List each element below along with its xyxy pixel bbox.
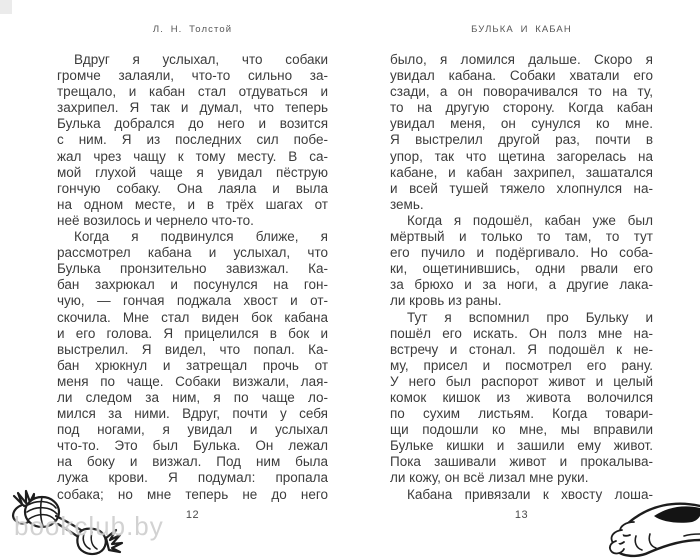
text-line: Пока зашивали живот и прокалыва- (390, 454, 653, 470)
text-line: земь. (390, 196, 424, 212)
text-line: Вдруг я услыхал, что собаки (74, 52, 328, 67)
running-header-title: БУЛЬКА И КАБАН (471, 24, 572, 35)
page-left-text (57, 52, 328, 503)
text-line: жал чрез чащу к тому месту. В са- (57, 148, 328, 164)
text-line: Бульке кишки и зашили ему живот. (390, 438, 653, 454)
text-line: бан хрюкнул и затрещал прочь от (57, 357, 328, 373)
text-line: комок кишок из живота волочился (390, 389, 653, 405)
text-line: увидал кабана. Собаки хватали его (390, 68, 653, 84)
text-line: кабане, и кабан захрипел, зашатался (390, 164, 653, 180)
text-line: меня по чаще. Собаки визжали, лая- (57, 373, 328, 389)
text-line: мился за ними. Вдруг, почти у себя (57, 406, 328, 422)
text-line: с ним. Я из последних сил побе- (57, 132, 328, 148)
text-line: ки, ощетинившись, одни рвали его (390, 261, 653, 277)
text-line: Тут я вспомнил про Бульку и (407, 309, 653, 325)
text-line: упор, так что щетина загорелась на (390, 148, 653, 164)
text-line: под ногами, я увидал и услыхал (57, 422, 328, 438)
text-line: чую, — гончая поджала хвост и от- (57, 293, 328, 309)
text-line: увидал меня, он сунулся ко мне. (390, 116, 653, 132)
text-line: что-то. Это был Булька. Он лежал (57, 438, 328, 454)
text-line: неё возилось и чернело что-то. (57, 212, 254, 228)
text-line: гончую собаку. Она лаяла и выла (57, 180, 328, 196)
text-line: Когда я подвинулся ближе, я (74, 229, 328, 245)
text-line: Булька пронзительно завизжал. Ка- (57, 261, 328, 277)
text-line: ли кровь из раны. (390, 293, 502, 309)
scan-corner-artifact (0, 0, 12, 14)
text-line: У него был распорот живот и целый (390, 373, 653, 389)
page-number-left: 12 (185, 508, 200, 521)
dog-paw-sketch-illustration (550, 496, 700, 560)
text-line: Булька добрался до него и возится (57, 116, 328, 132)
text-line: было, я ломился дальше. Скоро я (390, 52, 653, 67)
text-line: мёртвый и только то там, то тут (390, 229, 653, 245)
text-line: трещало, и кабан стал отдуваться и (57, 84, 328, 100)
text-line: бан захрюкал и посунулся на гон- (57, 277, 328, 293)
text-line: собака; но мне теперь не до него (57, 486, 328, 502)
text-line: встречу и стонал. Я подошёл к не- (390, 341, 653, 357)
text-line: и его голова. Я прицелился в бок и (57, 325, 328, 341)
text-line: ли следом за ним, я по чаще ло- (57, 389, 328, 405)
text-line: выстрелил. Я видел, что попал. Ка- (57, 341, 328, 357)
text-line: сзади, а он поворачивался то на ту, (390, 84, 653, 100)
text-line: захрипел. Я так и думал, что теперь (57, 100, 328, 116)
text-line: пошёл его искать. Он полз мне на- (390, 325, 653, 341)
running-header-author: Л. Н. Толстой (152, 24, 233, 35)
text-line: рассмотрел кабана и услыхал, что (57, 245, 328, 261)
text-line: Кабана привязали к хвосту лоша- (407, 486, 653, 502)
text-line: щи подошли ко мне, мы вправили (390, 422, 653, 438)
text-line: то на другую сторону. Когда кабан (390, 100, 653, 116)
text-line: му, присел и посмотрел его рану. (390, 357, 653, 373)
page-number-right: 13 (514, 508, 529, 521)
text-line: его пучило и подёргивало. Но соба- (390, 245, 653, 261)
text-line: скочила. Мне стал виден бок кабана (57, 309, 328, 325)
text-line: на боку и визжал. Под ним была (57, 454, 328, 470)
page-right (390, 24, 653, 521)
page-right-text (390, 52, 653, 503)
page-left (57, 24, 328, 521)
text-line: и всей тушей тяжело хлопнулся на- (390, 180, 653, 196)
text-line: Я выстрелил другой раз, почти в (390, 132, 653, 148)
text-line: Когда я подошёл, кабан уже был (407, 212, 653, 228)
text-line: на одном месте, и в трёх шагах от (57, 196, 328, 212)
text-line: за брюхо и за ноги, а другие лака- (390, 277, 653, 293)
text-line: громче залаяли, что-то сильно за- (57, 68, 328, 84)
watermark-text: bookclub.by (14, 511, 164, 541)
text-line: лужа крови. Я подумал: пропала (57, 470, 328, 486)
text-line: по сухим листьям. Когда товари- (390, 406, 653, 422)
text-line: ли кожу, он всё лизал мне руки. (390, 470, 589, 486)
text-line: мой глухой чаще я увидал пёструю (57, 164, 328, 180)
